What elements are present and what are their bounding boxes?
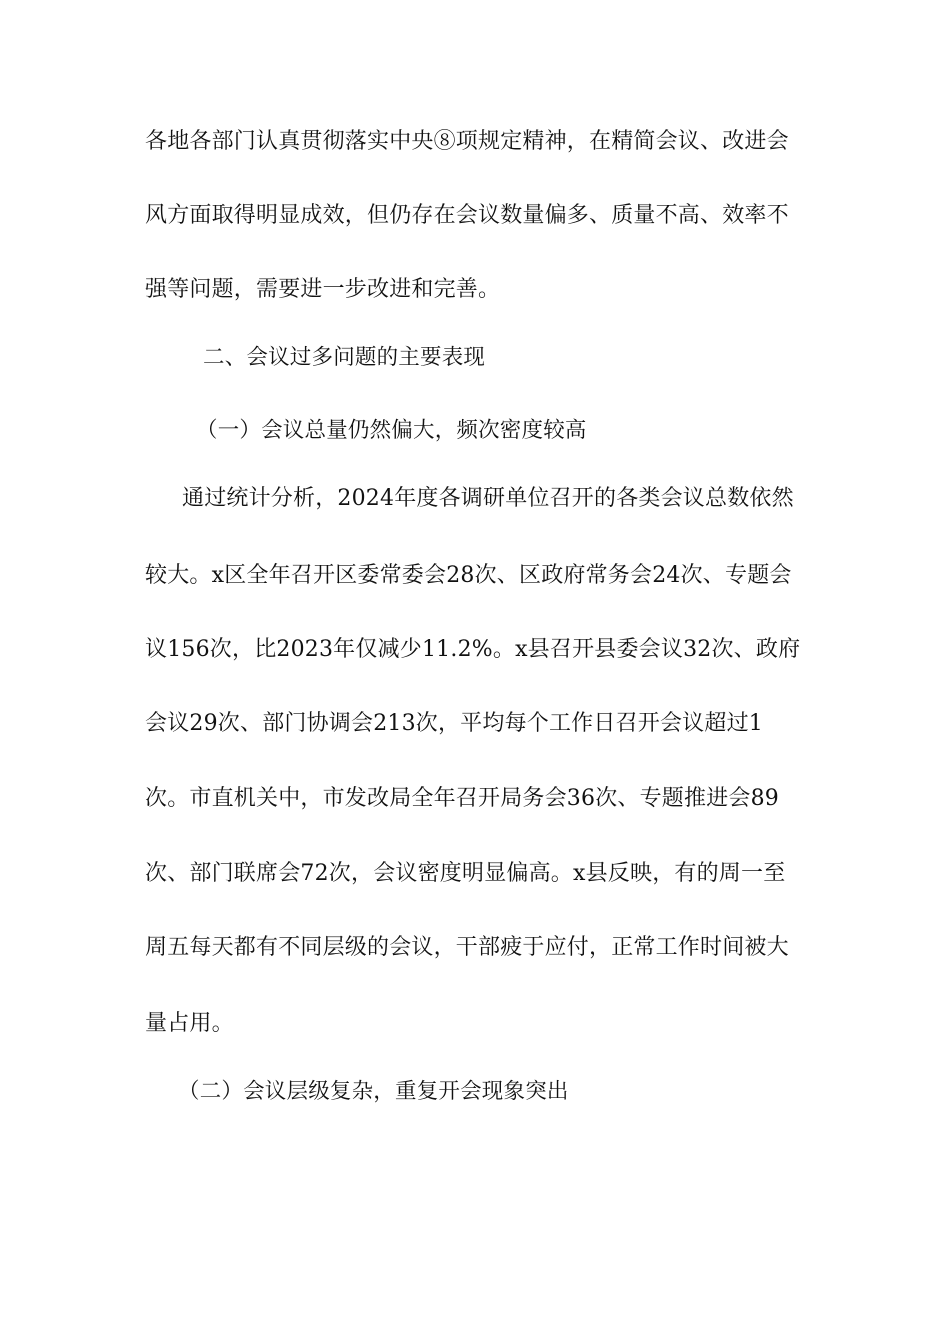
paragraph-line: 强等问题，需要进一步改进和完善。 [145, 277, 501, 302]
paragraph-line: 会议29次、部门协调会213次，平均每个工作日召开会议超过1 [145, 711, 763, 736]
paragraph-line: 次、部门联席会72次，会议密度明显偏高。x县反映，有的周一至 [145, 861, 786, 886]
subsection-heading: （一）会议总量仍然偏大，频次密度较高 [196, 418, 587, 443]
paragraph-line: 较大。x区全年召开区委常委会28次、区政府常务会24次、专题会 [145, 563, 792, 588]
paragraph-line: 议156次，比2023年仅减少11.2%。x县召开县委会议32次、政府 [145, 637, 801, 662]
paragraph-line: 周五每天都有不同层级的会议，干部疲于应付，正常工作时间被大 [145, 935, 789, 960]
paragraph-line: 通过统计分析，2024年度各调研单位召开的各类会议总数依然 [182, 486, 794, 511]
subsection-heading: （二）会议层级复杂，重复开会现象突出 [178, 1079, 569, 1104]
paragraph-line: 各地各部门认真贯彻落实中央⑧项规定精神，在精简会议、改进会 [145, 129, 789, 154]
section-heading: 二、会议过多问题的主要表现 [203, 345, 486, 370]
paragraph-line: 风方面取得明显成效，但仍存在会议数量偏多、质量不高、效率不 [145, 203, 789, 228]
paragraph-line: 量占用。 [145, 1011, 234, 1036]
paragraph-line: 次。市直机关中，市发改局全年召开局务会36次、专题推进会89 [145, 786, 779, 811]
